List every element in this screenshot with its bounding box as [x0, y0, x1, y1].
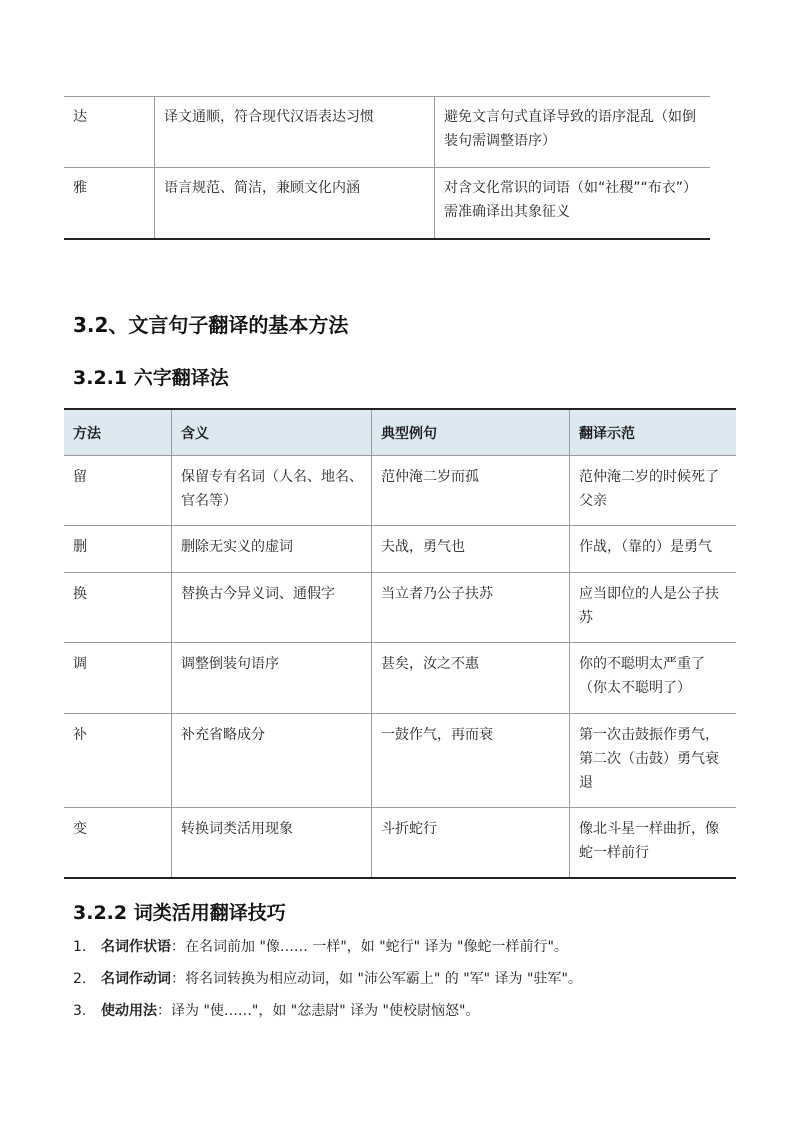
list-item [73, 937, 582, 969]
list-number: 3. [73, 1003, 87, 1019]
method-cell: 调 [64, 643, 172, 714]
example-cell: 甚矣，汝之不惠 [372, 643, 570, 714]
table-row [64, 168, 710, 240]
column-header-meaning: 含义 [172, 409, 372, 456]
note-cell: 对含文化常识的词语（如“社稷”“布衣”）需准确译出其象征义 [435, 168, 711, 240]
meaning-cell: 替换古今异义词、通假字 [172, 573, 372, 643]
criteria-table-continued [64, 96, 710, 240]
technique-term: 名词作状语 [101, 939, 171, 955]
table-row [64, 643, 736, 714]
example-cell: 斗折蛇行 [372, 808, 570, 879]
table-row [64, 526, 736, 573]
column-header-example: 典型例句 [372, 409, 570, 456]
list-item [73, 969, 582, 1001]
six-method-table [64, 408, 736, 879]
requirement-cell: 语言规范、简洁，兼顾文化内涵 [155, 168, 435, 240]
list-item [73, 1001, 582, 1033]
subsection-heading-word-class: 3.2.2 词类活用翻译技巧 [73, 902, 286, 924]
method-cell: 变 [64, 808, 172, 879]
translation-cell: 应当即位的人是公子扶苏 [570, 573, 737, 643]
method-cell: 删 [64, 526, 172, 573]
translation-cell: 你的不聪明太严重了（你太不聪明了） [570, 643, 737, 714]
meaning-cell: 转换词类活用现象 [172, 808, 372, 879]
meaning-cell: 调整倒装句语序 [172, 643, 372, 714]
subsection-heading-six-methods: 3.2.1 六字翻译法 [73, 367, 229, 389]
translation-cell: 第一次击鼓振作勇气，第二次（击鼓）勇气衰退 [570, 714, 737, 808]
method-cell: 换 [64, 573, 172, 643]
technique-description: ：译为 "使……"，如 "忿恚尉" 译为 "使校尉恼怒"。 [157, 1003, 480, 1019]
technique-description: ：将名词转换为相应动词，如 "沛公军霸上" 的 "军" 译为 "驻军"。 [171, 971, 582, 987]
technique-list [73, 937, 582, 1033]
method-cell: 留 [64, 456, 172, 526]
column-header-method: 方法 [64, 409, 172, 456]
translation-cell: 像北斗星一样曲折，像蛇一样前行 [570, 808, 737, 879]
technique-term: 名词作动词 [101, 971, 171, 987]
table-header-row [64, 409, 736, 456]
example-cell: 一鼓作气，再而衰 [372, 714, 570, 808]
criterion-cell: 雅 [64, 168, 155, 240]
requirement-cell: 译文通顺，符合现代汉语表达习惯 [155, 97, 435, 168]
meaning-cell: 删除无实义的虚词 [172, 526, 372, 573]
example-cell: 当立者乃公子扶苏 [372, 573, 570, 643]
criterion-cell: 达 [64, 97, 155, 168]
table-row [64, 714, 736, 808]
method-cell: 补 [64, 714, 172, 808]
technique-description: ：在名词前加 "像…… 一样"，如 "蛇行" 译为 "像蛇一样前行"。 [171, 939, 568, 955]
table-row [64, 97, 710, 168]
table-row [64, 456, 736, 526]
meaning-cell: 保留专有名词（人名、地名、官名等） [172, 456, 372, 526]
section-heading: 3.2、文言句子翻译的基本方法 [73, 313, 349, 337]
translation-cell: 作战，（靠的）是勇气 [570, 526, 737, 573]
example-cell: 范仲淹二岁而孤 [372, 456, 570, 526]
table-row [64, 573, 736, 643]
table-row [64, 808, 736, 879]
meaning-cell: 补充省略成分 [172, 714, 372, 808]
column-header-translation: 翻译示范 [570, 409, 737, 456]
technique-term: 使动用法 [101, 1003, 157, 1019]
list-number: 1. [73, 939, 87, 955]
example-cell: 夫战，勇气也 [372, 526, 570, 573]
list-number: 2. [73, 971, 87, 987]
note-cell: 避免文言句式直译导致的语序混乱（如倒装句需调整语序） [435, 97, 711, 168]
translation-cell: 范仲淹二岁的时候死了父亲 [570, 456, 737, 526]
